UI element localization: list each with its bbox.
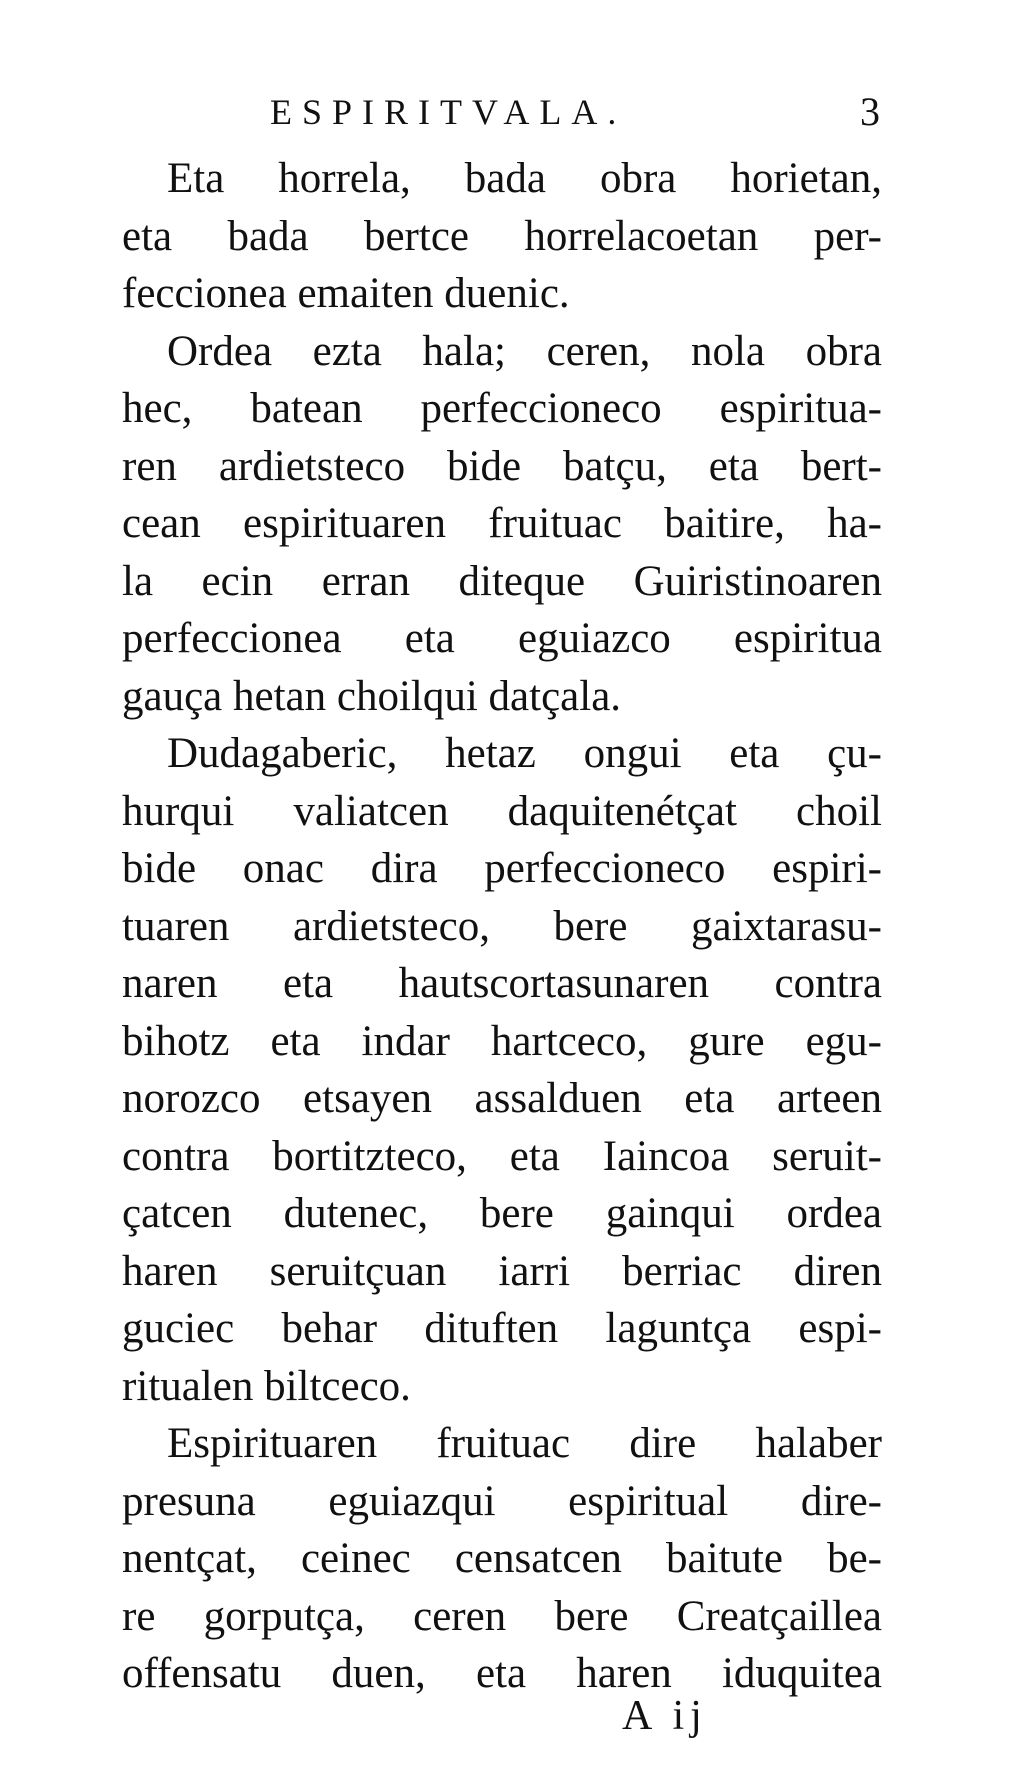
signature-mark: A ij bbox=[622, 1693, 708, 1739]
page-number: 3 bbox=[860, 89, 880, 134]
text-line: ren ardietsteco bide batçu, eta bert- bbox=[122, 442, 882, 490]
text-line: Espirituaren fruituac dire halaber bbox=[167, 1420, 882, 1467]
body-text bbox=[122, 150, 882, 1703]
text-line: guciec behar dituften laguntça espi- bbox=[122, 1305, 882, 1352]
text-line: bide onac dira perfeccioneco espiri- bbox=[122, 845, 882, 892]
text-line: hurqui valiatcen daquitenétçat choil bbox=[122, 787, 882, 835]
text-line: gauça hetan choilqui datçala. bbox=[122, 672, 622, 720]
text-line: feccionea emaiten duenic. bbox=[122, 270, 570, 317]
text-line: ritualen biltceco. bbox=[122, 1362, 411, 1410]
text-line: perfeccionea eta eguiazco espiritua bbox=[122, 615, 882, 662]
text-line: hec, batean perfeccioneco espiritua- bbox=[122, 385, 882, 432]
text-line: cean espirituaren fruituac baitire, ha- bbox=[122, 500, 882, 547]
page-header bbox=[120, 82, 880, 142]
running-title: ESPIRITVALA. bbox=[270, 92, 627, 132]
text-line: contra bortitzteco, eta Iaincoa seruit- bbox=[122, 1132, 882, 1180]
text-line: presuna eguiazqui espiritual dire- bbox=[122, 1477, 882, 1525]
text-line: norozco etsayen assalduen eta arteen bbox=[122, 1075, 882, 1122]
text-line: naren eta hautscortasunaren contra bbox=[122, 960, 882, 1007]
text-line: haren seruitçuan iarri berriac diren bbox=[122, 1247, 882, 1295]
text-line: Ordea ezta hala; ceren, nola obra bbox=[167, 327, 882, 375]
text-line: nentçat, ceinec censatcen baitute be- bbox=[122, 1535, 882, 1582]
page-footer bbox=[122, 1686, 882, 1746]
text-line: Dudagaberic, hetaz ongui eta çu- bbox=[167, 730, 882, 777]
text-line: eta bada bertce horrelacoetan per- bbox=[122, 212, 882, 260]
text-line: tuaren ardietsteco, bere gaixtarasu- bbox=[122, 902, 882, 950]
text-line: re gorputça, ceren bere Creatçaillea bbox=[122, 1592, 882, 1640]
text-line: offensatu duen, eta haren iduquitea bbox=[122, 1650, 882, 1697]
text-line: la ecin erran diteque Guiristinoaren bbox=[122, 557, 882, 605]
text-line: bihotz eta indar hartceco, gure egu- bbox=[122, 1017, 882, 1065]
text-line: Eta horrela, bada obra horietan, bbox=[167, 155, 882, 202]
text-line: çatcen dutenec, bere gainqui ordea bbox=[122, 1190, 882, 1237]
